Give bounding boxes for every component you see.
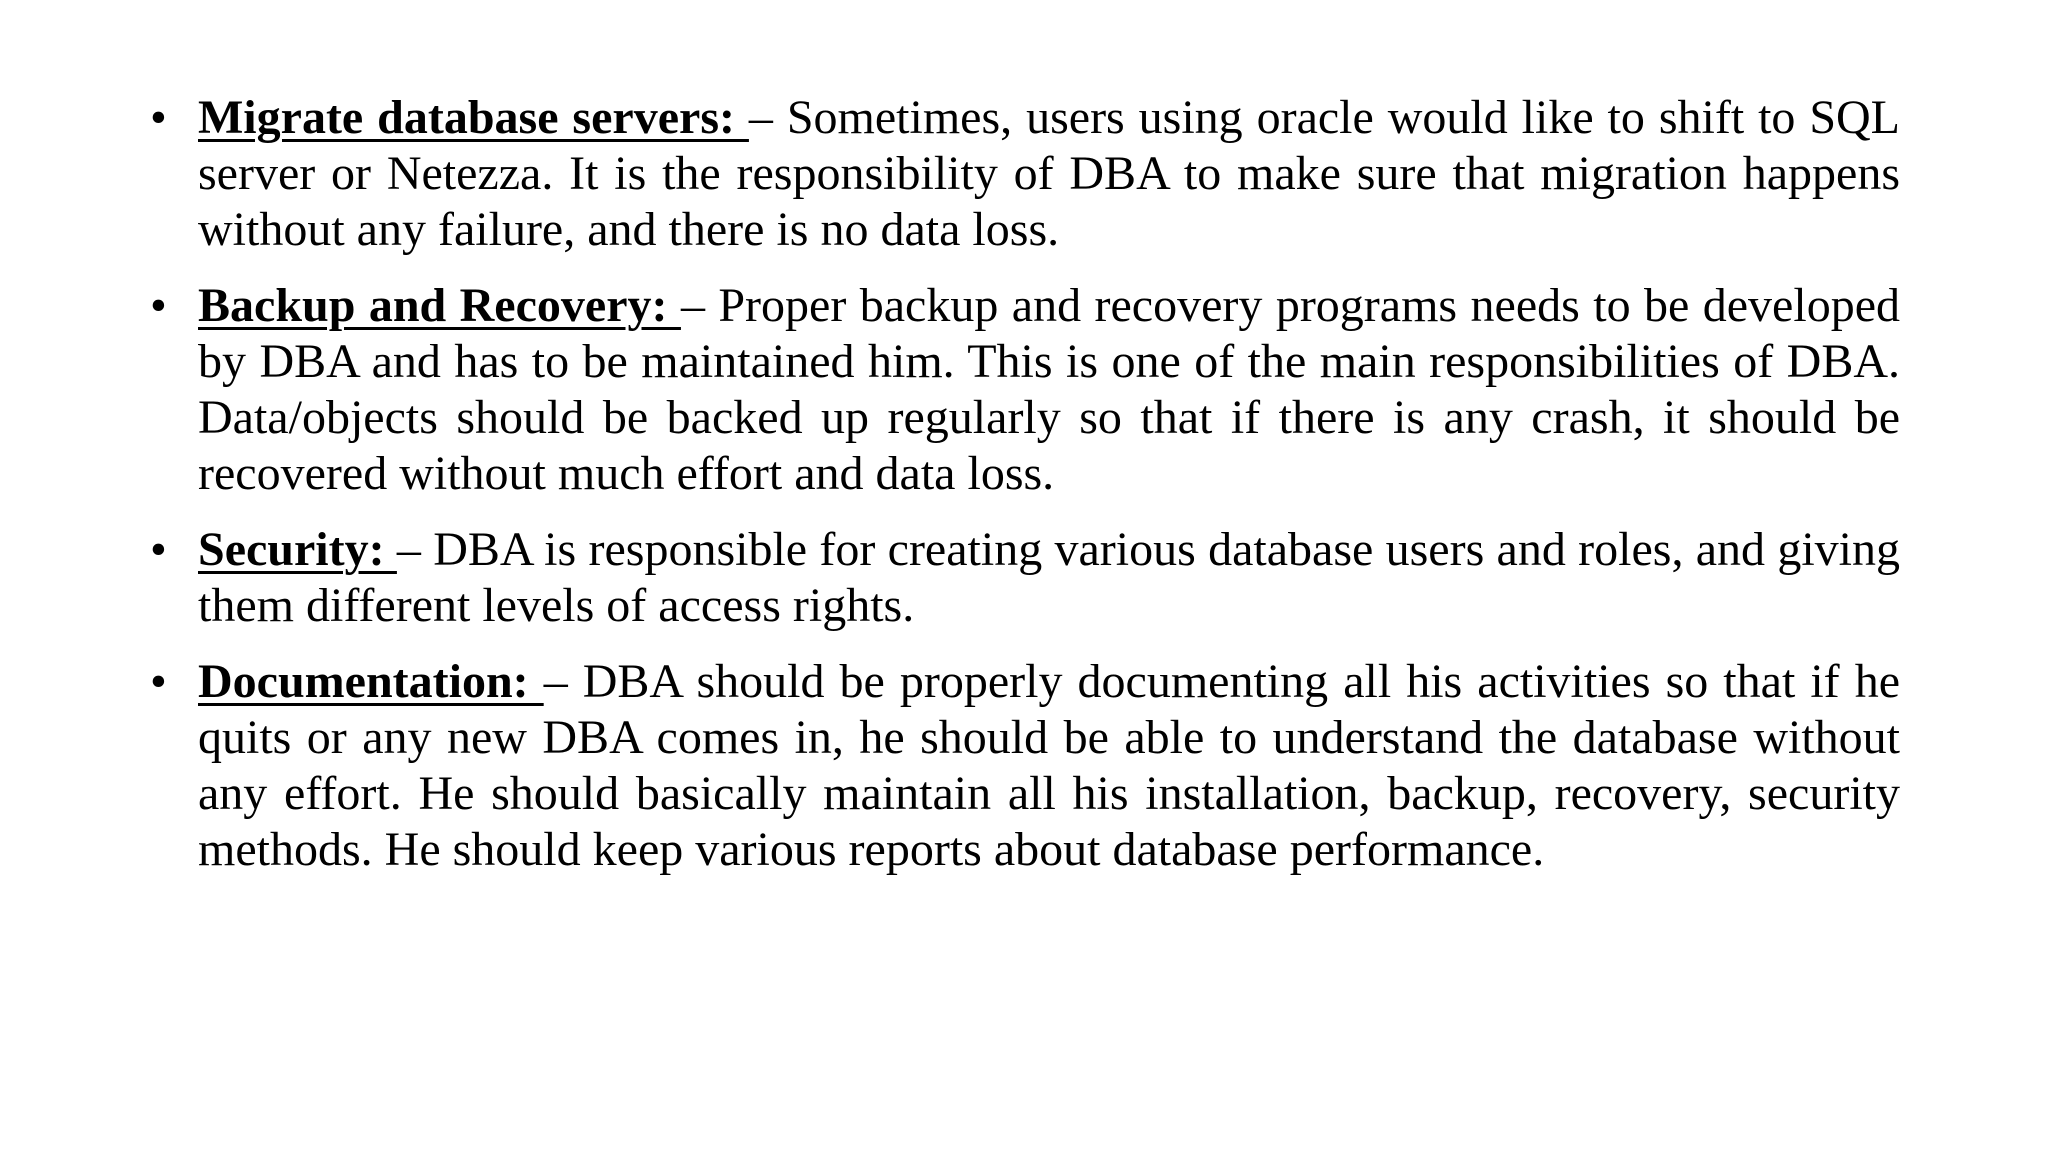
bullet-text: – Proper backup and recovery programs needs to be developed by DBA and has to be maintained him. This is one of the main responsibilities of DBA. Data/objects should be backed up regularly so that if there is any crash, it should be recovered without much effort and data loss. xyxy=(198,279,1900,500)
bullet-text: – DBA should be properly documenting all his activities so that if he quits or any new DBA comes in, he should be able to understand the database without any effort. He should basically maintain all his installation, backup, recovery, security methods. He should keep various reports about database performance. xyxy=(198,655,1900,876)
bullet-term: Documentation: xyxy=(198,655,544,708)
bullet-item-security xyxy=(150,522,1900,634)
bullet-icon: • xyxy=(150,655,167,708)
bullet-icon: • xyxy=(150,279,167,332)
bullet-text: – Sometimes, users using oracle would like to shift to SQL server or Netezza. It is the responsibility of DBA to make sure that migration happens without any failure, and there is no data loss. xyxy=(198,91,1901,256)
bullet-item-backup xyxy=(150,278,1900,502)
bullet-term: Backup and Recovery: xyxy=(198,279,681,332)
bullet-icon: • xyxy=(150,91,167,144)
bullet-text: – DBA is responsible for creating various database users and roles, and giving them different levels of access rights. xyxy=(198,523,1901,632)
bullet-item-documentation xyxy=(150,654,1900,878)
bullet-item-migrate xyxy=(150,90,1900,258)
bullet-term: Migrate database servers: xyxy=(198,91,749,144)
bullet-list xyxy=(150,90,1900,898)
bullet-term: Security: xyxy=(198,523,397,576)
bullet-icon: • xyxy=(150,523,167,576)
